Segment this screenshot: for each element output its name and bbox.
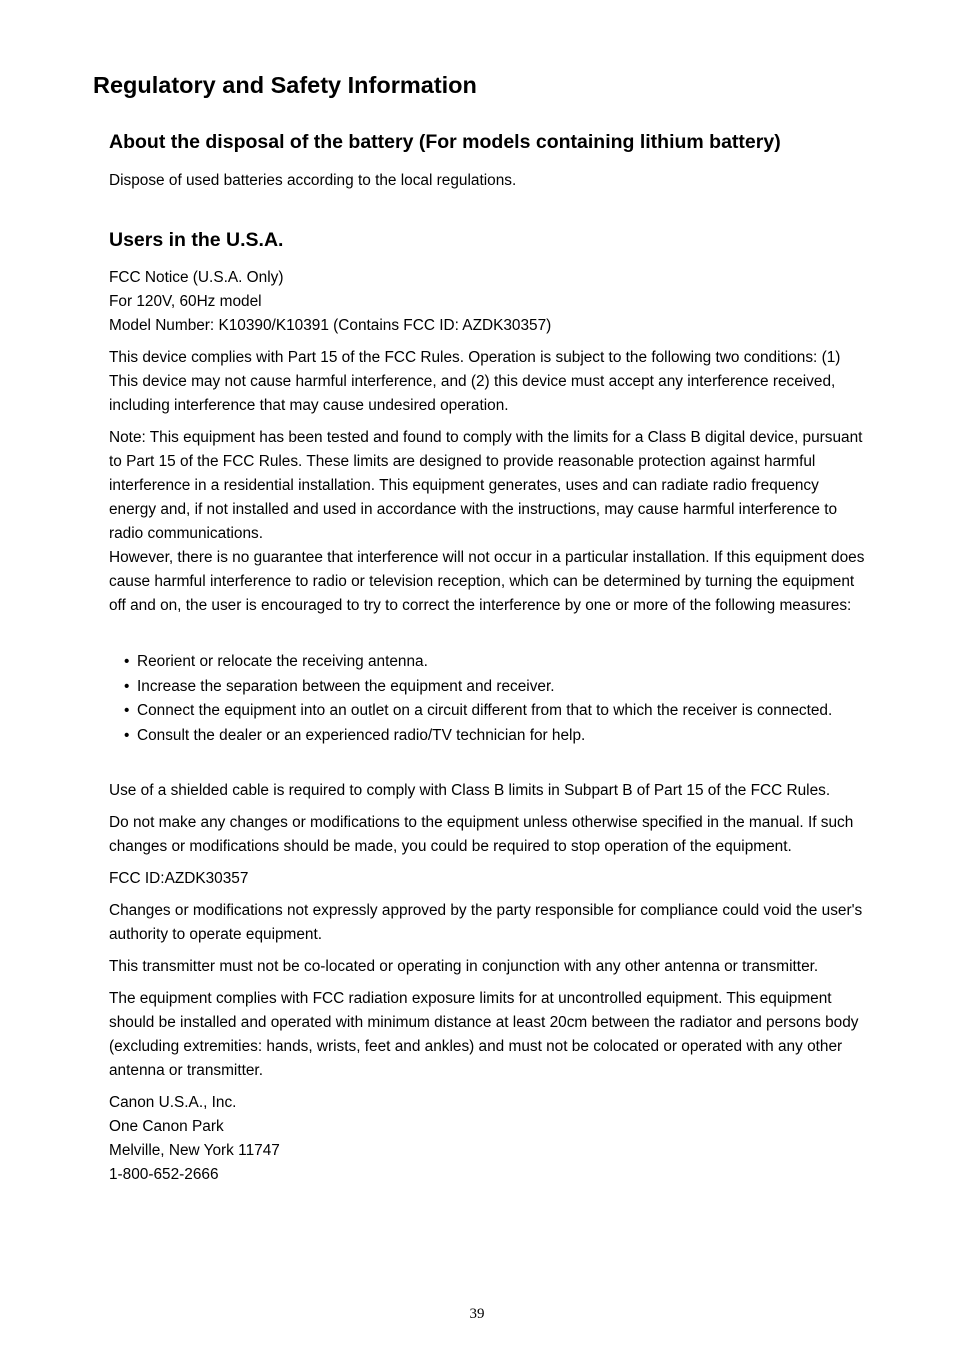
page-title: Regulatory and Safety Information bbox=[93, 72, 477, 98]
measures-list bbox=[109, 650, 869, 748]
transmitter-paragraph: This transmitter must not be co-located or operating in conjunction with any other antenna or transmitter. bbox=[109, 958, 819, 975]
list-item: • Connect the equipment into an outlet on a circuit different from that to which the receiver is connected. bbox=[109, 699, 869, 723]
changes-paragraph: Changes or modifications not expressly approved by the party responsible for compliance could void the user's authority to operate equipment. bbox=[109, 902, 863, 943]
note-text: Note: This equipment has been tested and found to comply with the limits for a Class B digital device, pursuant to Part 15 of the FCC Rules. These limits are designed to provide reasonable protection against harmful interference in a residential installation. This equipment generates, uses and can radiate radio frequency energy and, if not installed and used in accordance with the instructions, may cause harmful interference to radio communications. bbox=[109, 429, 863, 542]
address-block bbox=[109, 1091, 869, 1187]
address-street: One Canon Park bbox=[109, 1118, 224, 1135]
fcc-notice-model-number: Model Number: K10390/K10391 (Contains FCC ID: AZDK30357) bbox=[109, 317, 552, 334]
shielded-cable-paragraph: Use of a shielded cable is required to comply with Class B limits in Subpart B of Part 15 of the FCC Rules. bbox=[109, 782, 831, 799]
list-item: • Consult the dealer or an experienced radio/TV technician for help. bbox=[109, 724, 869, 748]
however-text: However, there is no guarantee that interference will not occur in a particular installation. If this equipment does cause harmful interference to radio or television reception, which can be determined by turning the equipment off and on, the user is encouraged to try to correct the interference by one or more of the following measures: bbox=[109, 549, 865, 614]
fcc-notice-model-voltage: For 120V, 60Hz model bbox=[109, 293, 262, 310]
radiation-paragraph: The equipment complies with FCC radiation exposure limits for at uncontrolled equipment. This equipment should be installed and operated with minimum distance at least 20cm between the radiator and persons body (excluding extremities: hands, wrists, feet and ankles) and must not be colocated or operated with any other antenna or transmitter. bbox=[109, 990, 859, 1079]
list-item: • Reorient or relocate the receiving antenna. bbox=[109, 650, 869, 674]
address-company: Canon U.S.A., Inc. bbox=[109, 1094, 237, 1111]
list-item: • Increase the separation between the equipment and receiver. bbox=[109, 675, 869, 699]
page-number: 39 bbox=[469, 1306, 485, 1322]
fcc-notice bbox=[109, 266, 869, 338]
modifications-paragraph: Do not make any changes or modifications to the equipment unless otherwise specified in the manual. If such changes or modifications should be made, you could be required to stop operation of the equipment. bbox=[109, 814, 854, 855]
battery-heading: About the disposal of the battery (For models containing lithium battery) bbox=[109, 131, 781, 153]
battery-text: Dispose of used batteries according to the local regulations. bbox=[109, 172, 517, 189]
address-city: Melville, New York 11747 bbox=[109, 1142, 280, 1159]
fcc-id: FCC ID:AZDK30357 bbox=[109, 870, 249, 887]
usa-heading: Users in the U.S.A. bbox=[109, 229, 284, 251]
address-phone: 1-800-652-2666 bbox=[109, 1166, 219, 1183]
part15-paragraph: This device complies with Part 15 of the FCC Rules. Operation is subject to the following two conditions: (1) This device may not cause harmful interference, and (2) this device must accept any interference received, including interference that may cause undesired operation. bbox=[109, 349, 841, 414]
note-paragraph bbox=[109, 426, 869, 618]
fcc-notice-title: FCC Notice (U.S.A. Only) bbox=[109, 269, 284, 286]
